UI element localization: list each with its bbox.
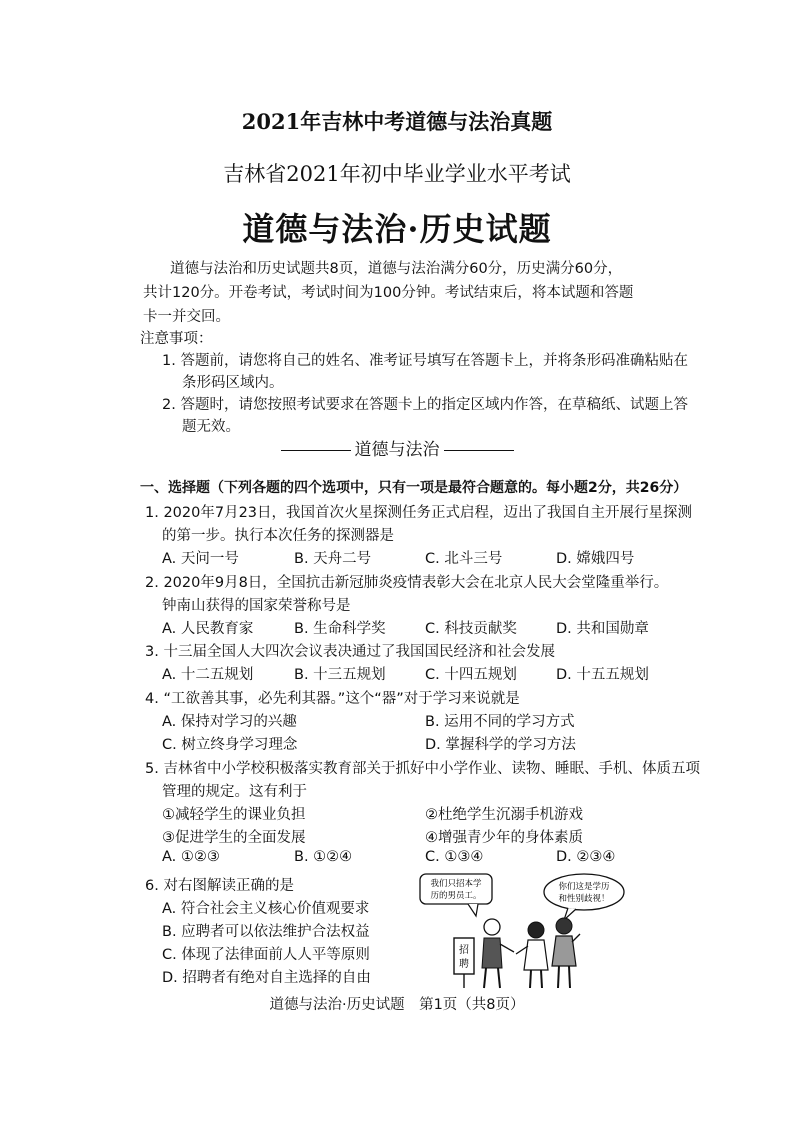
q6-option-a: A. 符合社会主义核心价值观要求 [162, 901, 370, 917]
q4-option-a: A. 保持对学习的兴趣 [162, 714, 297, 730]
q4-option-d: D. 掌握科学的学习方法 [425, 737, 576, 753]
note-1-cont: 条形码区域内。 [182, 375, 284, 391]
q3-option-a: A. 十二五规划 [162, 667, 254, 683]
q3-option-d: D. 十五五规划 [556, 667, 649, 683]
q4-option-c: C. 树立终身学习理念 [162, 737, 298, 753]
q4-option-b: B. 运用不同的学习方式 [425, 714, 575, 730]
q6-option-b: B. 应聘者可以依法维护合法权益 [162, 924, 370, 940]
bubble-right-line-2: 和性别歧视！ [558, 894, 610, 904]
q2-option-b: B. 生命科学奖 [294, 621, 386, 637]
q1-option-b: B. 天舟二号 [294, 551, 372, 567]
q5-item-3: ③促进学生的全面发展 [162, 830, 306, 846]
section-title: 道德与法治 [354, 440, 440, 460]
q2-option-d: D. 共和国勋章 [556, 621, 649, 637]
notes-heading: 注意事项： [140, 331, 213, 347]
bubble-left-line-2: 历的男员工。 [430, 891, 482, 901]
q2-option-a: A. 人民教育家 [162, 621, 254, 637]
question-4: 4. “工欲善其事，必先利其器。”这个“器”对于学习来说就是 [145, 691, 520, 707]
q1-option-a: A. 天问一号 [162, 551, 239, 567]
q5-item-1: ①减轻学生的课业负担 [162, 807, 306, 823]
question-2: 2. 2020年9月8日，全国抗击新冠肺炎疫情表彰大会在北京人民大会堂隆重举行。 [145, 575, 669, 591]
question-1: 1. 2020年7月23日，我国首次火星探测任务正式启程，迈出了我国自主开展行星探测 [145, 505, 693, 521]
q5-option-b: B. ①②④ [294, 849, 353, 865]
q5-option-a: A. ①②③ [162, 849, 220, 865]
bubble-left-line-1: 我们只招本学 [430, 879, 482, 889]
note-1: 1. 答题前，请您将自己的姓名、准考证号填写在答题卡上，并将条形码准确粘贴在 [162, 353, 688, 369]
q3-option-b: B. 十三五规划 [294, 667, 386, 683]
q1-option-d: D. 嫦娥四号 [556, 551, 635, 567]
question-5: 5. 吉林省中小学校积极落实教育部关于抓好中小学作业、读物、睡眠、手机、体质五项 [145, 761, 700, 777]
q5-item-4: ④增强青少年的身体素质 [425, 830, 583, 846]
note-2-cont: 题无效。 [182, 419, 240, 435]
intro-line-1: 道德与法治和历史试题共8页，道德与法治满分60分，历史满分60分， [170, 261, 623, 277]
recruitment-cartoon [418, 872, 650, 990]
q2-option-c: C. 科技贡献奖 [425, 621, 517, 637]
q6-option-c: C. 体现了法律面前人人平等原则 [162, 947, 370, 963]
q3-option-c: C. 十四五规划 [425, 667, 517, 683]
question-2-cont: 钟南山获得的国家荣誉称号是 [162, 598, 351, 614]
sign-char-2: 聘 [459, 959, 469, 970]
intro-line-3: 卡一并交回。 [143, 309, 230, 325]
q5-item-2: ②杜绝学生沉溺手机游戏 [425, 807, 583, 823]
paper-title: 道德与法治·历史试题 [242, 210, 552, 248]
part-heading: 一、选择题（下列各题的四个选项中，只有一项是最符合题意的。每小题2分，共26分） [140, 480, 688, 496]
q6-option-d: D. 招聘者有绝对自主选择的自由 [162, 970, 371, 986]
section-rule-right [444, 450, 514, 451]
section-heading [0, 435, 794, 460]
question-1-cont: 的第一步。执行本次任务的探测器是 [162, 528, 394, 544]
question-6: 6. 对右图解读正确的是 [145, 878, 294, 894]
exam-title: 吉林省2021年初中毕业学业水平考试 [223, 162, 571, 186]
cartoon-drawing [418, 872, 650, 990]
q5-option-c: C. ①③④ [425, 849, 484, 865]
intro-line-2: 共计120分。开卷考试，考试时间为100分钟。考试结束后，将本试题和答题 [143, 285, 634, 301]
page-footer: 道德与法治·历史试题 第1页（共8页） [269, 997, 525, 1013]
section-rule-left [281, 450, 351, 451]
note-2: 2. 答题时，请您按照考试要求在答题卡上的指定区域内作答，在草稿纸、试题上答 [162, 397, 688, 413]
document-title: 2021年吉林中考道德与法治真题 [241, 109, 553, 134]
question-3: 3. 十三届全国人大四次会议表决通过了我国国民经济和社会发展 [145, 644, 555, 660]
question-5-cont: 管理的规定。这有利于 [162, 784, 307, 800]
q5-option-d: D. ②③④ [556, 849, 616, 865]
sign-char-1: 招 [459, 945, 469, 956]
bubble-right-line-1: 你们这是学历 [558, 882, 610, 892]
q1-option-c: C. 北斗三号 [425, 551, 503, 567]
